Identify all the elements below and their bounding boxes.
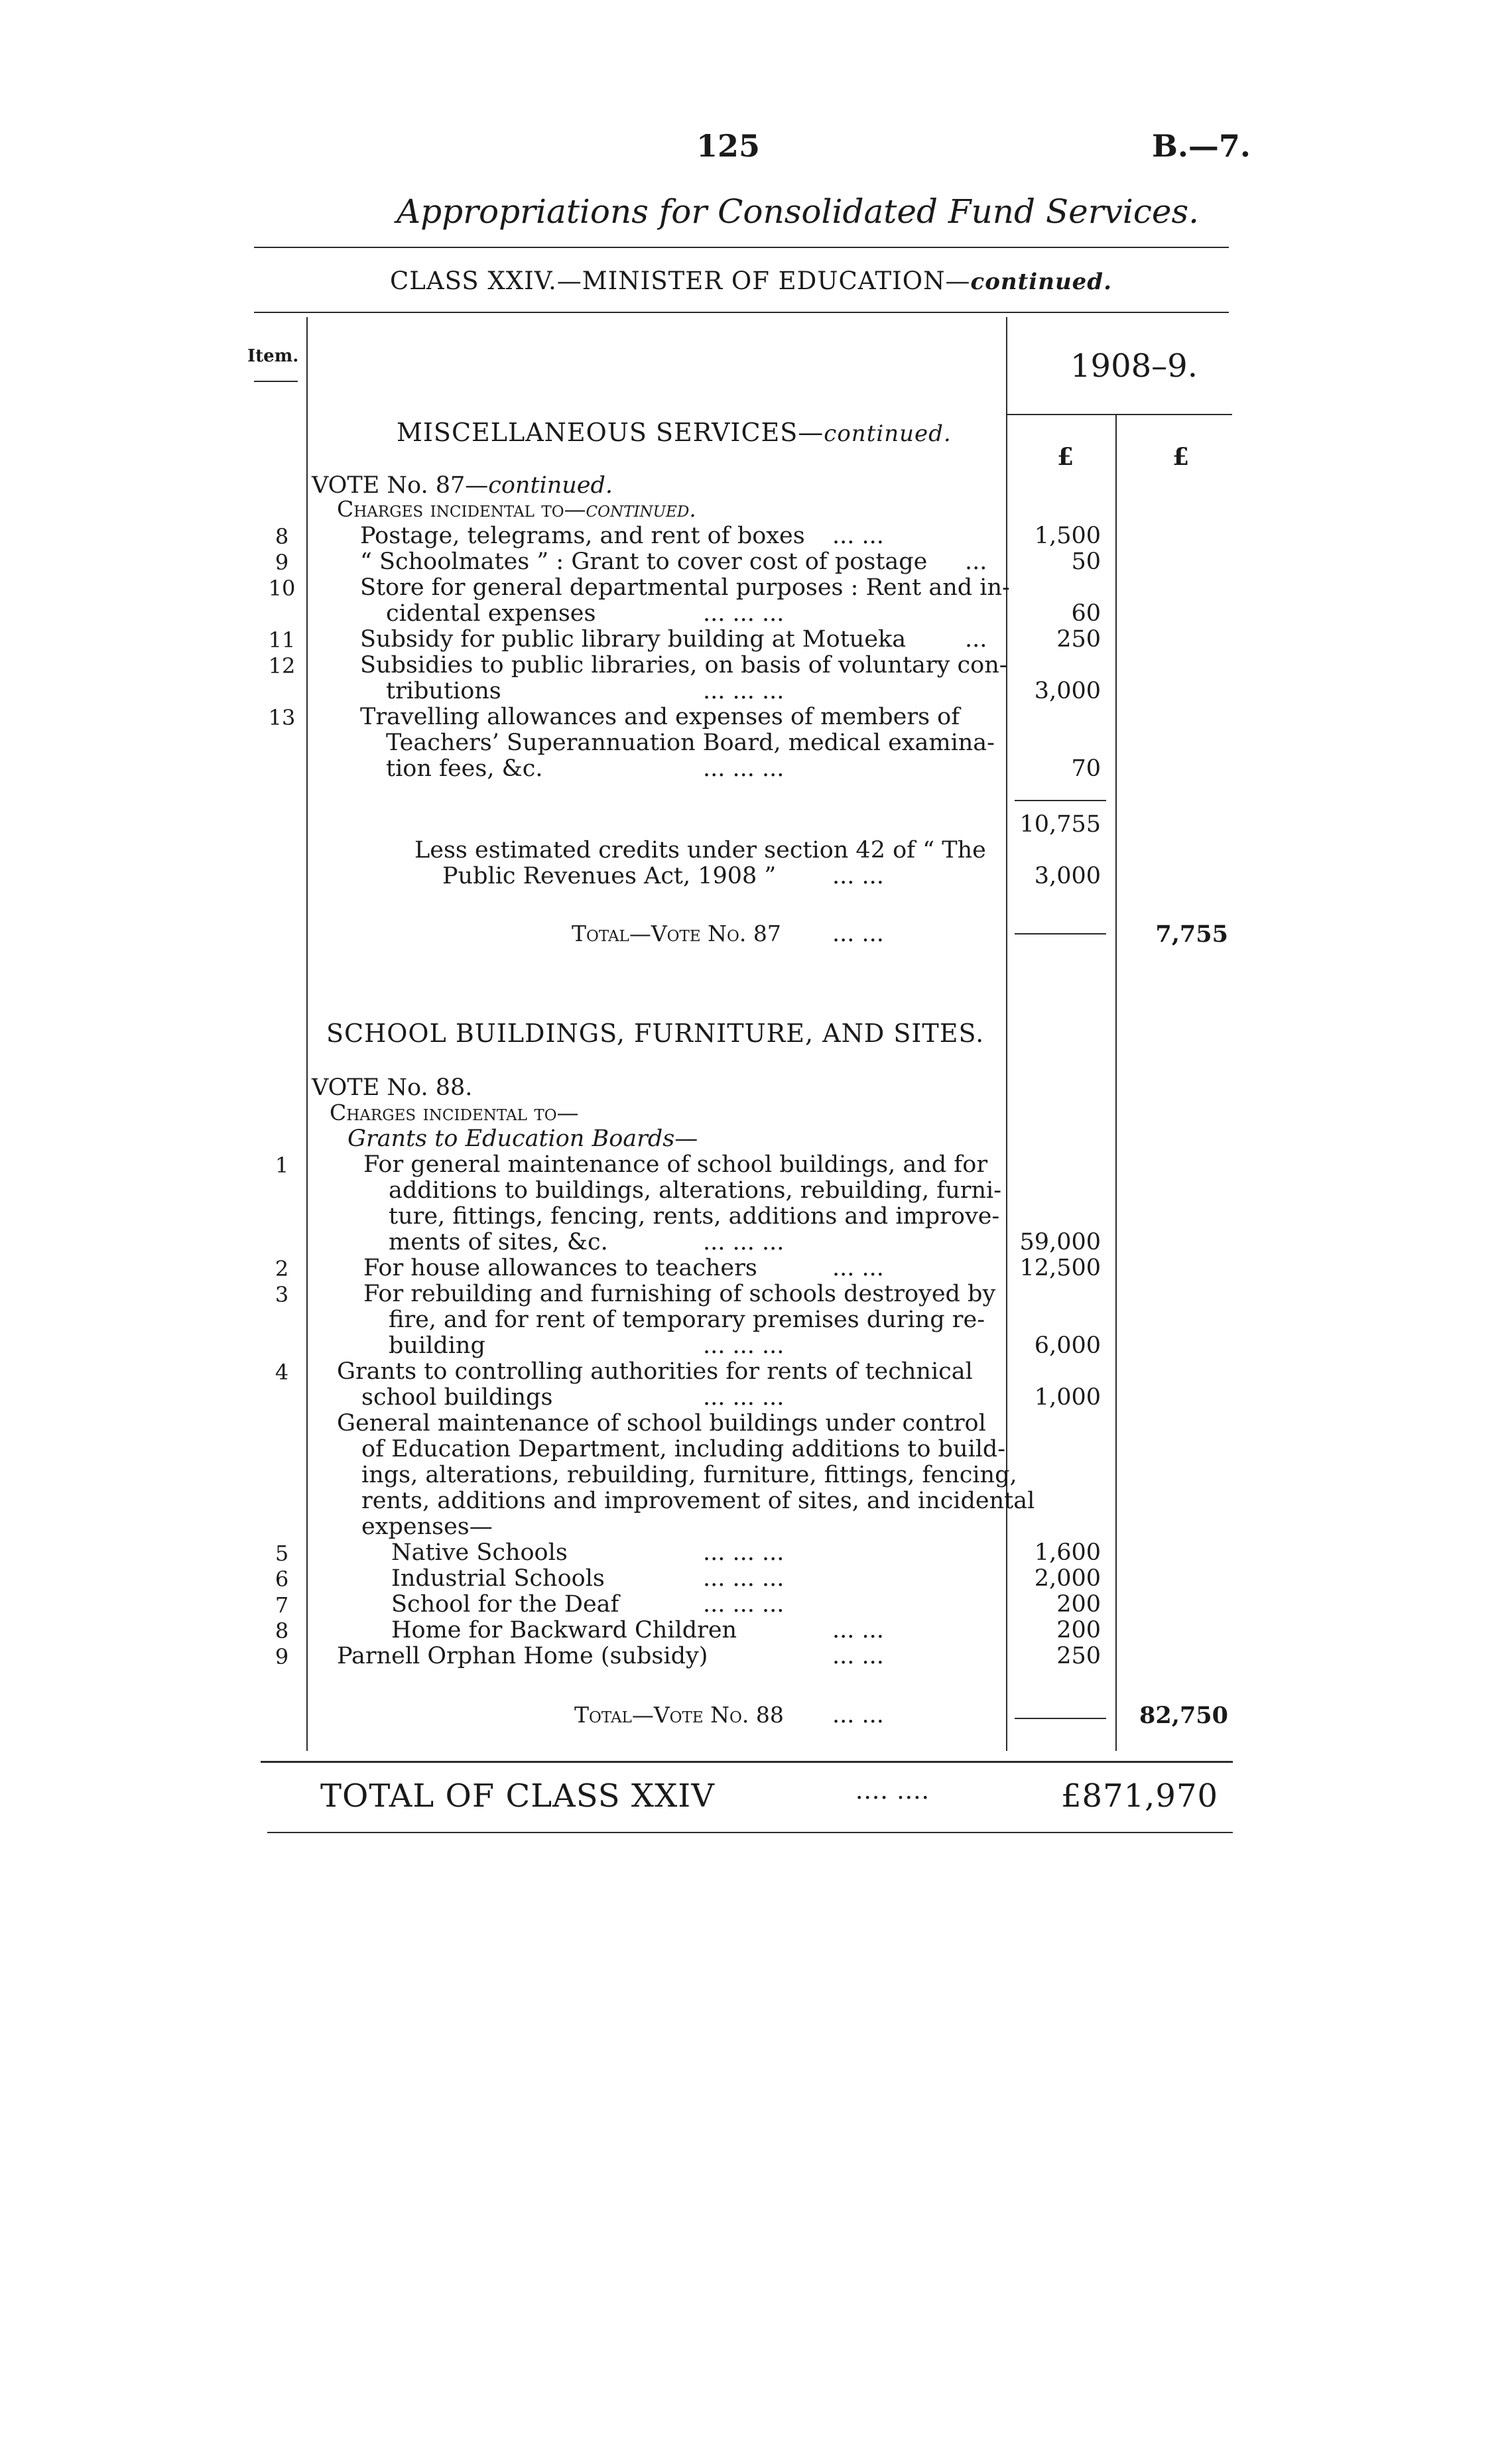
general-maintenance-text: expenses— — [361, 1513, 493, 1540]
general-maintenance-text: General maintenance of school buildings under control — [337, 1410, 986, 1437]
less-credits-text: Less estimated credits under section 42 of “ The — [414, 837, 986, 864]
item-number: 2 — [275, 1256, 289, 1281]
item-text: school buildings — [361, 1384, 553, 1411]
leader-dots: ... ... — [832, 863, 884, 889]
leader-dots: ... ... — [832, 1643, 884, 1669]
item-amount: 1,000 — [1034, 1384, 1101, 1411]
column-divider — [1115, 415, 1117, 1751]
item-text: ture, fittings, fencing, rents, additions and improve- — [389, 1203, 1000, 1230]
item-amount: 3,000 — [1034, 678, 1101, 704]
item-number: 4 — [275, 1360, 289, 1385]
grand-total-label: TOTAL OF CLASS XXIV — [320, 1777, 715, 1815]
charges-heading: Charges incidental to— — [330, 1100, 579, 1126]
less-credits-text: Public Revenues Act, 1908 ” — [442, 863, 777, 889]
item-amount: 1,500 — [1034, 523, 1101, 549]
rule — [267, 1832, 1233, 1833]
item-number: 10 — [268, 576, 296, 601]
leader-dots: ... ... ... — [703, 755, 785, 782]
page-number: 125 — [696, 128, 761, 164]
total-rule — [1015, 1718, 1106, 1719]
item-text: fire, and for rent of temporary premises during re- — [389, 1307, 985, 1333]
vote-total-label: Total—Vote No. 88 — [574, 1702, 784, 1728]
leader-dots: ... ... — [832, 1255, 884, 1281]
section-heading: SCHOOL BUILDINGS, FURNITURE, AND SITES. — [326, 1019, 985, 1048]
item-amount: 70 — [1071, 755, 1101, 782]
leader-dots: ... ... — [832, 523, 884, 549]
item-text: Subsidies to public libraries, on basis of voluntary con- — [360, 652, 1007, 678]
item-number: 8 — [275, 524, 289, 549]
item-number: 5 — [275, 1541, 289, 1566]
item-text: Home for Backward Children — [391, 1617, 737, 1643]
leader-dots: ... — [965, 626, 987, 653]
item-text: Parnell Orphan Home (subsidy) — [337, 1643, 708, 1669]
item-amount: 6,000 — [1034, 1332, 1101, 1359]
item-number: 11 — [268, 627, 296, 653]
charges-heading: Charges incidental to—continued. — [337, 496, 696, 522]
item-amount: 12,500 — [1019, 1255, 1101, 1281]
item-text: For rebuilding and furnishing of schools destroyed by — [363, 1281, 996, 1307]
leader-dots: ... ... ... — [703, 1332, 785, 1359]
item-text: School for the Deaf — [391, 1591, 619, 1618]
item-text: For general maintenance of school buildings, and for — [363, 1151, 988, 1178]
item-text: Native Schools — [391, 1539, 568, 1566]
less-credits-amount: 3,000 — [1034, 863, 1101, 889]
item-text: For house allowances to teachers — [363, 1255, 757, 1281]
item-amount: 59,000 — [1019, 1229, 1101, 1255]
item-text: Store for general departmental purposes : Rent and in- — [360, 574, 1010, 601]
general-maintenance-text: rents, additions and improvement of sites, and incidental — [361, 1488, 1035, 1514]
item-amount: 200 — [1056, 1591, 1101, 1618]
item-text: additions to buildings, alterations, rebuilding, furni- — [389, 1177, 1002, 1204]
subtotal-rule — [1015, 800, 1106, 801]
item-amount: 1,600 — [1034, 1539, 1101, 1566]
item-text: tributions — [386, 678, 501, 704]
item-number: 3 — [275, 1282, 289, 1307]
item-text: Teachers’ Superannuation Board, medical examina- — [386, 730, 995, 756]
item-text: “ Schoolmates ” : Grant to cover cost of postage — [360, 548, 928, 575]
item-text: ments of sites, &c. — [389, 1229, 608, 1255]
item-number: 6 — [275, 1567, 289, 1592]
subtotal-amount: 10,755 — [1019, 811, 1101, 838]
item-text: Industrial Schools — [391, 1565, 605, 1592]
item-number: 12 — [268, 653, 296, 678]
item-amount: 200 — [1056, 1617, 1101, 1643]
leader-dots: ... — [965, 548, 987, 575]
item-amount: 250 — [1056, 626, 1101, 653]
item-column-header: Item. — [247, 346, 299, 366]
item-number: 9 — [275, 1644, 289, 1669]
leader-dots: ... ... ... — [703, 1229, 785, 1255]
item-text: Subsidy for public library building at Motueka — [360, 626, 907, 653]
item-amount: 250 — [1056, 1643, 1101, 1669]
item-text: cidental expenses — [386, 600, 596, 627]
leader-dots: ... ... ... — [703, 1384, 785, 1411]
item-number: 9 — [275, 550, 289, 575]
item-text: tion fees, &c. — [386, 755, 543, 782]
total-rule — [1015, 933, 1106, 934]
vote-heading: VOTE No. 87—continued. — [312, 472, 613, 499]
grand-total-amount: £871,970 — [1061, 1777, 1219, 1815]
leader-dots: .... .... — [855, 1777, 930, 1805]
rule — [254, 247, 1229, 248]
leader-dots: ... ... ... — [703, 1539, 785, 1566]
general-maintenance-text: of Education Department, including additions to build- — [361, 1436, 1006, 1462]
grants-heading: Grants to Education Boards— — [347, 1126, 698, 1152]
leader-dots: ... ... ... — [703, 678, 785, 704]
rule — [254, 381, 298, 382]
rule — [261, 1761, 1233, 1763]
vote-total-amount: 82,750 — [1139, 1702, 1228, 1729]
pound-sign: £ — [1057, 443, 1074, 471]
leader-dots: ... ... ... — [703, 1591, 785, 1618]
pound-sign: £ — [1172, 443, 1190, 471]
leader-dots: ... ... ... — [703, 1565, 785, 1592]
year-column-header: 1908–9. — [1070, 348, 1198, 385]
item-number: 13 — [268, 705, 296, 730]
section-heading: MISCELLANEOUS SERVICES—continued. — [397, 418, 952, 447]
rule — [254, 312, 1229, 313]
item-number: 7 — [275, 1592, 289, 1618]
vote-heading: VOTE No. 88. — [312, 1074, 473, 1101]
leader-dots: ... ... ... — [703, 600, 785, 627]
rule — [1006, 414, 1232, 415]
leader-dots: ... ... — [832, 1617, 884, 1643]
item-number: 8 — [275, 1618, 289, 1643]
document-reference: B.—7. — [1152, 128, 1251, 164]
page-title: Appropriations for Consolidated Fund Services. — [397, 192, 1200, 231]
vote-total-amount: 7,755 — [1155, 921, 1228, 948]
general-maintenance-text: ings, alterations, rebuilding, furniture, fittings, fencing, — [361, 1462, 1017, 1488]
item-number: 1 — [275, 1153, 289, 1178]
item-text: Travelling allowances and expenses of members of — [360, 704, 960, 730]
leader-dots: ... ... — [832, 1702, 884, 1728]
column-divider — [1006, 317, 1007, 1751]
vote-total-label: Total—Vote No. 87 — [572, 921, 781, 946]
item-text: building — [389, 1332, 485, 1359]
item-amount: 2,000 — [1034, 1565, 1101, 1592]
item-text: Postage, telegrams, and rent of boxes — [360, 523, 805, 549]
leader-dots: ... ... — [832, 921, 884, 947]
item-amount: 60 — [1071, 600, 1101, 627]
class-heading: CLASS XXIV.—MINISTER OF EDUCATION—continued. — [390, 267, 1112, 295]
item-text: Grants to controlling authorities for rents of technical — [337, 1358, 973, 1385]
item-amount: 50 — [1071, 548, 1101, 575]
